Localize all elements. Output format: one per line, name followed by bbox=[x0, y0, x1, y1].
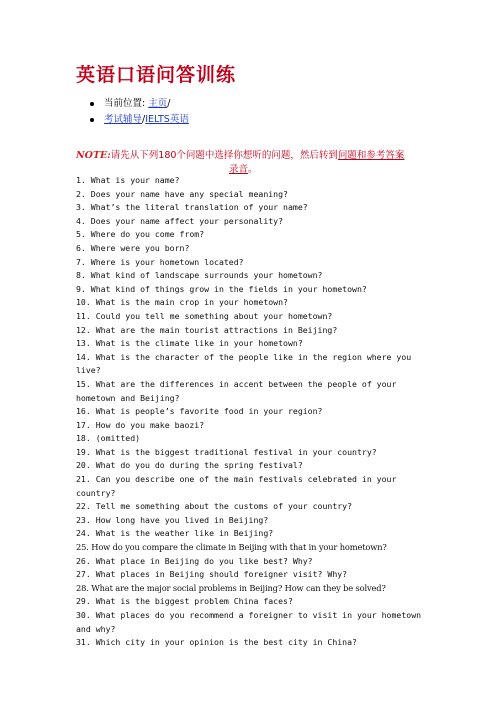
question-item: 25. How do you compare the climate in Beijing with that in your hometown? bbox=[76, 542, 387, 553]
question-item: 4. Does your name affect your personality? bbox=[76, 215, 284, 226]
breadcrumb-separator: / bbox=[167, 98, 171, 109]
question-item: 28. What are the major social problems in Beijing? How can they be solved? bbox=[76, 582, 386, 593]
bullet-icon bbox=[90, 102, 94, 106]
note-end: 。 bbox=[248, 164, 258, 175]
question-item: 5. Where do you come from? bbox=[76, 229, 205, 240]
question-item: 27. What places in Beijing should foreigner visit? Why? bbox=[76, 569, 348, 580]
exam-guide-link[interactable]: 考试辅导 bbox=[104, 114, 143, 125]
question-item: 9. What kind of things grow in the fields in your hometown? bbox=[76, 283, 367, 294]
page-title: 英语口语问答训练 bbox=[76, 64, 237, 86]
question-item: 22. Tell me something about the customs of your country? bbox=[76, 501, 353, 512]
question-item: 12. What are the main tourist attractions in Beijing? bbox=[76, 324, 338, 335]
question-item: 24. What is the weather like in Beijing? bbox=[76, 528, 274, 539]
question-item: 7. Where is your hometown located? bbox=[76, 256, 244, 267]
location-label: 当前位置: bbox=[104, 98, 149, 109]
question-item: 17. How do you make baozi? bbox=[76, 419, 205, 430]
question-item: 10. What is the main crop in your hometown? bbox=[76, 297, 288, 308]
question-item: 31. Which city in your opinion is the best city in China? bbox=[76, 637, 357, 648]
home-link[interactable]: 主页 bbox=[148, 98, 168, 109]
ielts-link[interactable]: IELTS英语 bbox=[145, 114, 189, 125]
question-item: 30. What places do you recommend a foreigner to visit in your hometown and why? bbox=[76, 610, 422, 634]
question-item: 6. Where were you born? bbox=[76, 242, 190, 253]
question-item: 26. What place in Beijing do you like best? Why? bbox=[76, 555, 313, 566]
question-item: 16. What is people’s favorite food in your region? bbox=[76, 406, 323, 417]
question-item: 29. What is the biggest problem China faces? bbox=[76, 596, 293, 607]
breadcrumb bbox=[90, 96, 189, 128]
question-item: 1. What is your name? bbox=[76, 175, 180, 185]
question-item: 20. What do you do during the spring festival? bbox=[76, 460, 303, 471]
question-item: 3. What’s the literal translation of your name? bbox=[76, 202, 308, 213]
question-list bbox=[76, 174, 422, 650]
bullet-icon bbox=[90, 118, 94, 122]
note-paragraph bbox=[76, 149, 422, 177]
breadcrumb-location bbox=[90, 96, 189, 112]
breadcrumb-separator: / bbox=[142, 114, 146, 125]
question-item: 8. What kind of landscape surrounds your hometown? bbox=[76, 270, 323, 281]
recording-link[interactable]: 录音 bbox=[229, 164, 249, 175]
question-item: 11. Could you tell me something about your hometown? bbox=[76, 310, 333, 321]
question-item: 19. What is the biggest traditional festival in your country? bbox=[76, 446, 377, 457]
question-item: 23. How long have you lived in Beijing? bbox=[76, 514, 269, 525]
question-item: 13. What is the climate like in your hometown? bbox=[76, 338, 303, 349]
note-tag: NOTE: bbox=[76, 150, 111, 161]
breadcrumb-category bbox=[90, 112, 189, 128]
question-item: 14. What is the character of the people like in the region where you live? bbox=[76, 351, 412, 376]
question-item: 18. (omitted) bbox=[76, 433, 141, 444]
answers-link[interactable]: 问题和参考答案 bbox=[337, 150, 405, 161]
question-item: 15. What are the differences in accent between the people of your hometown and Beijing? bbox=[76, 378, 397, 403]
note-text: 请先从下列180个问题中选择你想听的问题，然后转到 bbox=[110, 150, 338, 161]
question-item: 21. Can you describe one of the main festivals celebrated in your country? bbox=[76, 474, 397, 498]
question-item: 2. Does your name have any special meaning? bbox=[76, 188, 288, 199]
